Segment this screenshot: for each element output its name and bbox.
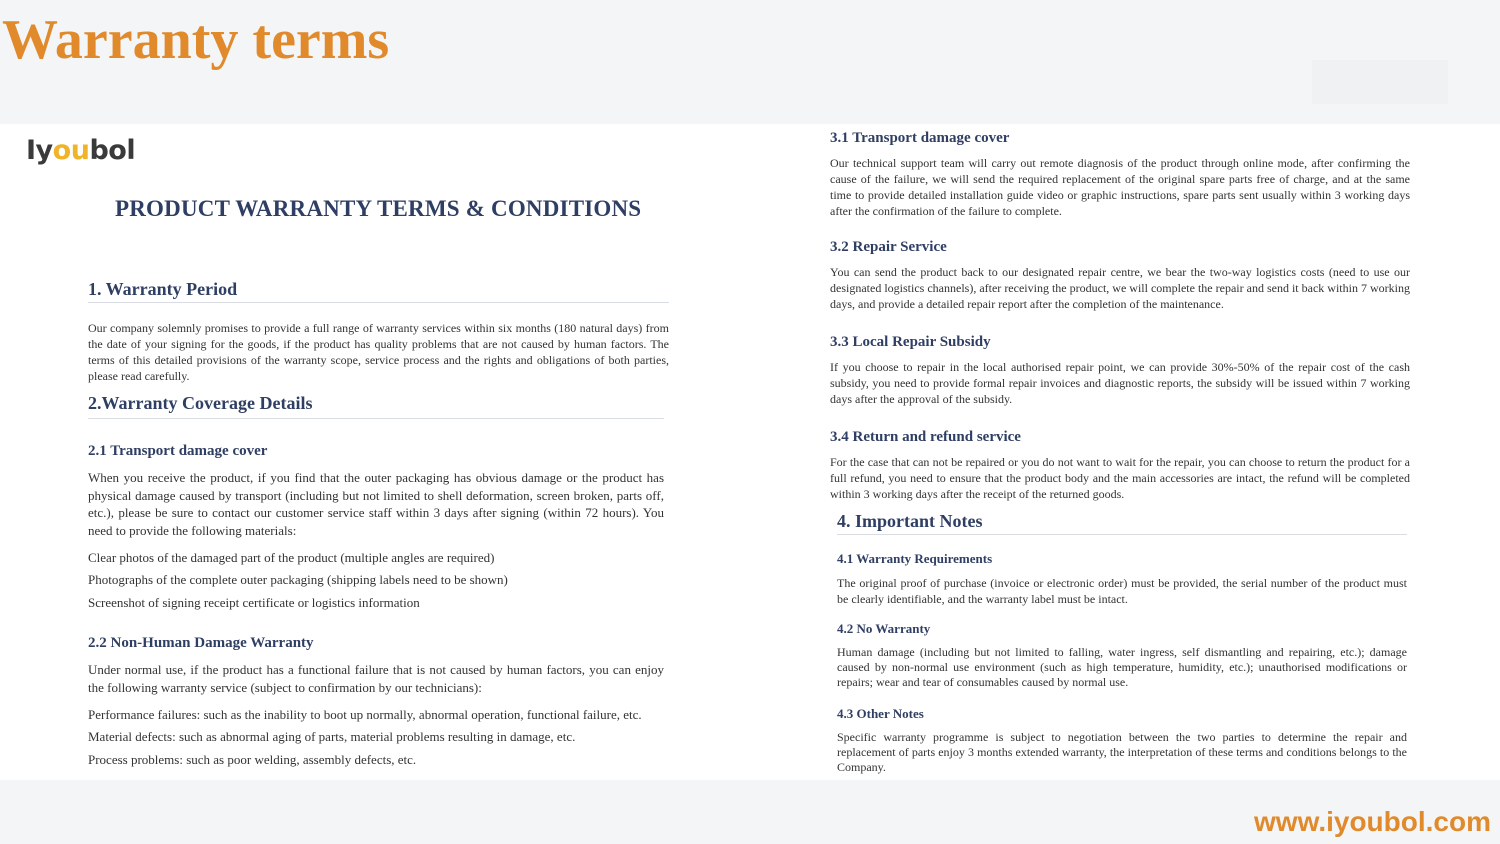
section-4-2-title: 4.2 No Warranty <box>837 621 931 636</box>
list-item: Process problems: such as poor welding, assembly defects, etc. <box>88 752 417 767</box>
section-3-2-text: You can send the product back to our designated repair centre, we bear the two-way logistics costs (need to use our designated logistics channels), after receiving the product, we will complete the repair and send it back within 7 working days, and provide a detailed repair report after the completion of the maintenance. <box>830 265 1410 311</box>
section-2-1-text: When you receive the product, if you find that the outer packaging has obvious damage or the product has physical damage caused by transport (including but not limited to shell deformation, screen broken, parts off, etc.), please be sure to contact our customer service staff within 3 days after signing (within 72 hours). You need to provide the following materials: <box>88 470 664 538</box>
section-3-3-title: 3.3 Local Repair Subsidy <box>830 334 991 350</box>
website-link[interactable]: www.iyoubol.com <box>1254 806 1491 837</box>
section-2-1-title: 2.1 Transport damage cover <box>88 443 268 459</box>
section-3-1-title: 3.1 Transport damage cover <box>830 130 1010 146</box>
section-4-1-title: 4.1 Warranty Requirements <box>837 551 993 566</box>
list-item: Photographs of the complete outer packaging (shipping labels need to be shown) <box>88 572 508 587</box>
section-4-2-text: Human damage (including but not limited to falling, water ingress, self dismantling and repairing, etc.); damage caused by non-normal use environment (such as high temperature, humidity, etc.); unauthorised modifications or repairs; wear and tear of consumables caused by normal use. <box>837 645 1407 689</box>
section-2-2-title: 2.2 Non-Human Damage Warranty <box>88 635 314 651</box>
section-4-3-text: Specific warranty programme is subject to negotiation between the two parties to determine the repair and replacement of parts enjoy 3 months extended warranty, the interpretation of these terms and conditions belongs to the Company. <box>837 730 1407 774</box>
section-3-3-text: If you choose to repair in the local authorised repair point, we can provide 30%-50% of the repair cost of the cash subsidy, you need to provide formal repair invoices and diagnostic reports, the subsidy will be issued within 7 working days after the approval of the subsidy. <box>830 360 1410 406</box>
iyoubol-logo: Iyoubol <box>26 135 136 166</box>
list-item: Performance failures: such as the inability to boot up normally, abnormal operation, functional failure, etc. <box>88 707 642 722</box>
section-3-2-title: 3.2 Repair Service <box>830 239 947 255</box>
list-item: Clear photos of the damaged part of the product (multiple angles are required) <box>88 550 495 565</box>
section-3-1-text: Our technical support team will carry out remote diagnosis of the product through online mode, after confirming the cause of the failure, we will send the required replacement of the original spare parts free of charge, and at the same time to provide detailed installation guide video or graphic instructions, spare parts sent usually within 3 working days after the confirmation of the failure to complete. <box>830 156 1410 218</box>
list-item: Material defects: such as abnormal aging of parts, material problems resulting in damage, etc. <box>88 729 576 744</box>
section-4-title: 4. Important Notes <box>837 511 983 531</box>
section-divider <box>837 534 1407 535</box>
page-title: Warranty terms <box>2 9 390 71</box>
document-heading: PRODUCT WARRANTY TERMS & CONDITIONS <box>115 196 642 221</box>
section-4-1-text: The original proof of purchase (invoice or electronic order) must be provided, the serial number of the product must be clearly identifiable, and the warranty label must be intact. <box>837 576 1407 606</box>
section-4-3-title: 4.3 Other Notes <box>837 706 924 721</box>
list-item: Screenshot of signing receipt certificate or logistics information <box>88 595 420 610</box>
section-divider <box>88 302 669 303</box>
section-2-2-text: Under normal use, if the product has a functional failure that is not caused by human factors, you can enjoy the following warranty service (subject to confirmation by our technicians): <box>88 662 664 695</box>
section-1-text: Our company solemnly promises to provide a full range of warranty services within six months (180 natural days) from the date of your signing for the goods, if the product has quality problems that are not caused by human factors. The terms of this detailed provisions of the warranty scope, service process and the rights and obligations of both parties, please read carefully. <box>88 321 669 383</box>
section-divider <box>88 418 664 419</box>
section-3-4-title: 3.4 Return and refund service <box>830 429 1021 445</box>
faded-placeholder-box <box>1312 60 1448 104</box>
section-1-title: 1. Warranty Period <box>88 279 238 299</box>
section-2-title: 2.Warranty Coverage Details <box>88 393 313 413</box>
section-3-4-text: For the case that can not be repaired or you do not want to wait for the repair, you can choose to return the product for a full refund, you need to ensure that the product body and the main accessories are intact, the refund will be completed within 3 working days after the receipt of the returned goods. <box>830 455 1410 501</box>
